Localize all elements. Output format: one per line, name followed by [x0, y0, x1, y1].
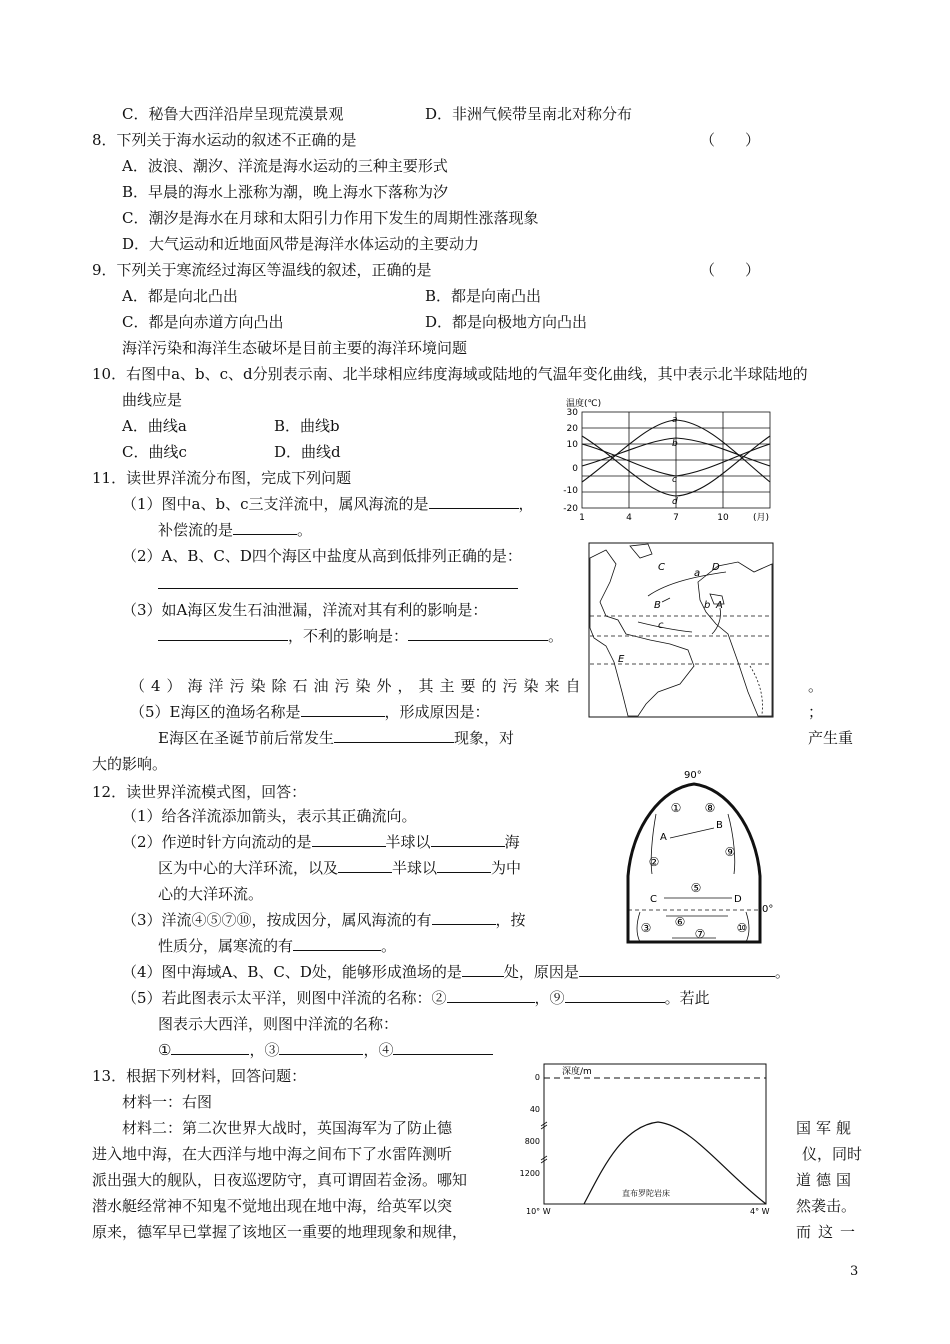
q13-material2-line4: 潜水艇经常神不知鬼不觉地出现在地中海，给英军以突	[92, 1197, 453, 1215]
section-note: 海洋污染和海洋生态破坏是目前主要的海洋环境问题	[122, 339, 468, 357]
answer-blank[interactable]	[293, 936, 381, 951]
q8-answer-paren: （ ）	[700, 131, 761, 149]
answer-blank[interactable]	[408, 626, 548, 641]
q9-stem: 9．下列关于寒流经过海区等温线的叙述，正确的是	[92, 261, 432, 279]
curve-label-d: d	[672, 497, 678, 507]
temp-ytick: -20	[563, 504, 578, 514]
answer-blank[interactable]	[158, 626, 288, 641]
q10-option-d: D．曲线d	[274, 443, 341, 461]
q11-part3: （3）如A海区发生石油泄漏，洋流对其有利的影响是：	[122, 601, 488, 619]
q11-part2: （2）A、B、C、D四个海区中盐度从高到低排列正确的是：	[122, 547, 522, 565]
q10-option-b: B．曲线b	[274, 417, 340, 435]
q11-part2-answer	[158, 574, 518, 594]
current-num-3: ③	[640, 921, 652, 935]
q13-material2-line3: 派出强大的舰队，日夜巡逻防守，真可谓固若金汤。哪知	[92, 1171, 468, 1189]
q11-stem: 11．读世界洋流分布图，完成下列问题	[92, 469, 352, 487]
answer-blank[interactable]	[431, 832, 505, 847]
temp-xtick: 10	[717, 513, 729, 523]
answer-blank[interactable]	[233, 520, 297, 535]
answer-blank[interactable]	[338, 858, 392, 873]
q8-option-b: B．早晨的海水上涨称为潮，晚上海水下落称为汐	[122, 183, 449, 201]
map-label-c: c	[658, 620, 664, 631]
map-label-a: a	[694, 568, 701, 579]
answer-blank[interactable]	[462, 962, 504, 977]
temp-ytick: -10	[563, 486, 578, 496]
q8-option-a: A．波浪、潮汐、洋流是海水运动的三种主要形式	[122, 157, 448, 175]
temp-chart-ylabel: 温度(℃)	[566, 399, 602, 409]
current-num-7: ⑦	[694, 927, 706, 941]
current-num-8: ⑧	[704, 801, 716, 815]
answer-blank[interactable]	[429, 494, 519, 509]
q10-stem-line1: 10．右图中a、b、c、d分别表示南、北半球相应纬度海域或陆地的气温年变化曲线，其中表示北半球陆地的	[92, 365, 808, 383]
q11-part4: （4）海洋污染除石油污染外，其主要的污染来自	[130, 677, 587, 695]
curve-label-c: c	[672, 475, 677, 485]
current-num-1: ①	[670, 801, 682, 815]
temp-xunit: (月)	[752, 513, 770, 523]
q11-part4-end: 。	[808, 677, 824, 695]
temp-ytick: 20	[566, 424, 578, 434]
q13-material2-line2: 进入地中海，在大西洋与地中海之间布下了水雷阵测听	[92, 1145, 453, 1163]
q13-material2-line5: 原来，德军早已掌握了该地区一重要的地理现象和规律，	[92, 1223, 468, 1241]
q8-stem: 8．下列关于海水运动的叙述不正确的是	[92, 131, 357, 149]
q12-part2-end: 心的大洋环流。	[158, 885, 264, 903]
q13-material2-line4-tail: 然袭击。	[796, 1197, 857, 1215]
depth-ytick: 0	[534, 1073, 540, 1082]
curve-label-b: b	[672, 439, 678, 449]
q12-part5-cont: 图表示大西洋，则图中洋流的名称：	[158, 1015, 399, 1033]
temp-ytick: 0	[572, 464, 578, 474]
answer-blank[interactable]	[158, 574, 518, 589]
sea-area-a: A	[660, 832, 667, 843]
q13-stem: 13．根据下列材料，回答问题：	[92, 1067, 307, 1085]
current-num-2: ②	[648, 855, 660, 869]
model-equator-label: 0°	[762, 904, 774, 915]
q7-option-c: C．秘鲁大西洋沿岸呈现荒漠景观	[122, 105, 344, 123]
q8-option-c: C．潮汐是海水在月球和太阳引力作用下发生的周期性涨落现象	[122, 209, 539, 227]
q9-option-b: B．都是向南凸出	[425, 287, 542, 305]
q11-part1: （1）图中a、b、c三支洋流中，属风海流的是 ，	[122, 495, 534, 513]
q11-part3-cont: ，不利的影响是： 。	[158, 626, 563, 646]
temp-xtick: 7	[673, 513, 679, 523]
q7-option-d: D．非洲气候带呈南北对称分布	[425, 105, 633, 123]
map-label-d: D	[712, 562, 720, 573]
depth-ylabel: 深度/m	[562, 1067, 592, 1077]
ocean-current-model-diagram	[618, 766, 784, 948]
q10-option-a: A．曲线a	[122, 417, 187, 435]
answer-blank[interactable]	[279, 1040, 363, 1055]
temp-ytick: 30	[566, 408, 578, 418]
answer-blank[interactable]	[565, 988, 665, 1003]
temp-ytick: 10	[566, 440, 578, 450]
current-num-10: ⑩	[736, 921, 748, 935]
map-label-b: b	[704, 600, 711, 611]
q12-part5: （5）若此图表示太平洋，则图中洋流的名称：② ，⑨ 。若此	[122, 989, 710, 1007]
q13-material2-line3-tail: 道德国	[796, 1171, 857, 1189]
current-num-9: ⑨	[724, 845, 736, 859]
temp-xtick: 1	[579, 513, 585, 523]
answer-blank[interactable]	[432, 910, 496, 925]
q11-part5-end: 大的影响。	[92, 755, 168, 773]
answer-blank[interactable]	[312, 832, 386, 847]
sea-area-d: D	[734, 894, 742, 905]
q11-part1-cont: 补偿流的是 。	[158, 521, 313, 539]
temp-xtick: 4	[626, 513, 632, 523]
page-number: 3	[850, 1264, 859, 1279]
answer-blank[interactable]	[437, 858, 491, 873]
q12-part2: （2）作逆时针方向流动的是 半球以 海	[122, 833, 520, 851]
answer-blank[interactable]	[171, 1040, 249, 1055]
q12-part3-cont: 性质分，属寒流的有 。	[158, 937, 397, 955]
answer-blank[interactable]	[301, 702, 385, 717]
temperature-curve-chart	[548, 396, 784, 526]
curve-label-a: a	[672, 415, 678, 425]
map-label-c-upper: C	[658, 562, 665, 573]
answer-blank[interactable]	[447, 988, 535, 1003]
depth-ytick: 800	[524, 1137, 540, 1146]
q11-part5-semicolon: ；	[808, 703, 824, 721]
q9-option-c: C．都是向赤道方向凸出	[122, 313, 284, 331]
q10-stem-line2: 曲线应是	[122, 391, 183, 409]
depth-left-longitude: 10° W	[526, 1207, 551, 1216]
q12-part4: （4）图中海域A、B、C、D处，能够形成渔场的是 处，原因是 。	[122, 963, 790, 981]
answer-blank[interactable]	[579, 962, 775, 977]
q10-option-c: C．曲线c	[122, 443, 187, 461]
q12-part1: （1）给各洋流添加箭头，表示其正确流向。	[122, 807, 417, 825]
atlantic-current-map	[588, 542, 774, 718]
q8-option-d: D．大气运动和近地面风带是海洋水体运动的主要动力	[122, 235, 480, 253]
q12-part2-cont: 区为中心的大洋环流，以及 半球以 为中	[158, 859, 522, 877]
q11-part5-cont: E海区在圣诞节前后常发生 现象，对	[158, 729, 514, 747]
q9-answer-paren: （ ）	[700, 261, 761, 279]
q13-material2-line2-tail: 仪，同时	[802, 1145, 863, 1163]
q12-stem: 12．读世界洋流模式图，回答：	[92, 783, 307, 801]
q9-option-d: D．都是向极地方向凸出	[425, 313, 588, 331]
sea-area-b: B	[716, 820, 723, 831]
sea-area-c: C	[650, 894, 657, 905]
q12-part5-answers: ① ，③ ，④	[158, 1040, 493, 1060]
q13-material1: 材料一：右图	[122, 1093, 213, 1111]
current-num-5: ⑤	[690, 881, 702, 895]
map-label-a-upper: A	[716, 600, 723, 611]
gibraltar-depth-chart	[519, 1060, 778, 1218]
model-top-label: 90°	[684, 770, 702, 781]
depth-ytick: 40	[529, 1105, 540, 1114]
answer-blank[interactable]	[334, 728, 454, 743]
q11-part5: （5）E海区的渔场名称是 ，形成原因是：	[130, 703, 490, 721]
q13-material2-line5-tail: 而这一	[796, 1223, 863, 1241]
sill-caption: 直布罗陀岩床	[622, 1189, 670, 1198]
current-num-6: ⑥	[674, 915, 686, 929]
map-label-e: E	[618, 654, 625, 665]
depth-right-longitude: 4° W	[750, 1207, 770, 1216]
depth-ytick: 1200	[519, 1169, 540, 1178]
map-label-b-upper: B	[654, 600, 661, 611]
q9-option-a: A．都是向北凸出	[122, 287, 238, 305]
q12-part3: （3）洋流④⑤⑦⑩，按成因分，属风海流的有 ，按	[122, 911, 526, 929]
answer-blank[interactable]	[393, 1040, 493, 1055]
q11-part5-tail: 产生重	[808, 729, 854, 747]
q13-material2-line1-tail: 国军舰	[796, 1119, 857, 1137]
q13-material2-line1: 材料二：第二次世界大战时，英国海军为了防止德	[122, 1119, 453, 1137]
